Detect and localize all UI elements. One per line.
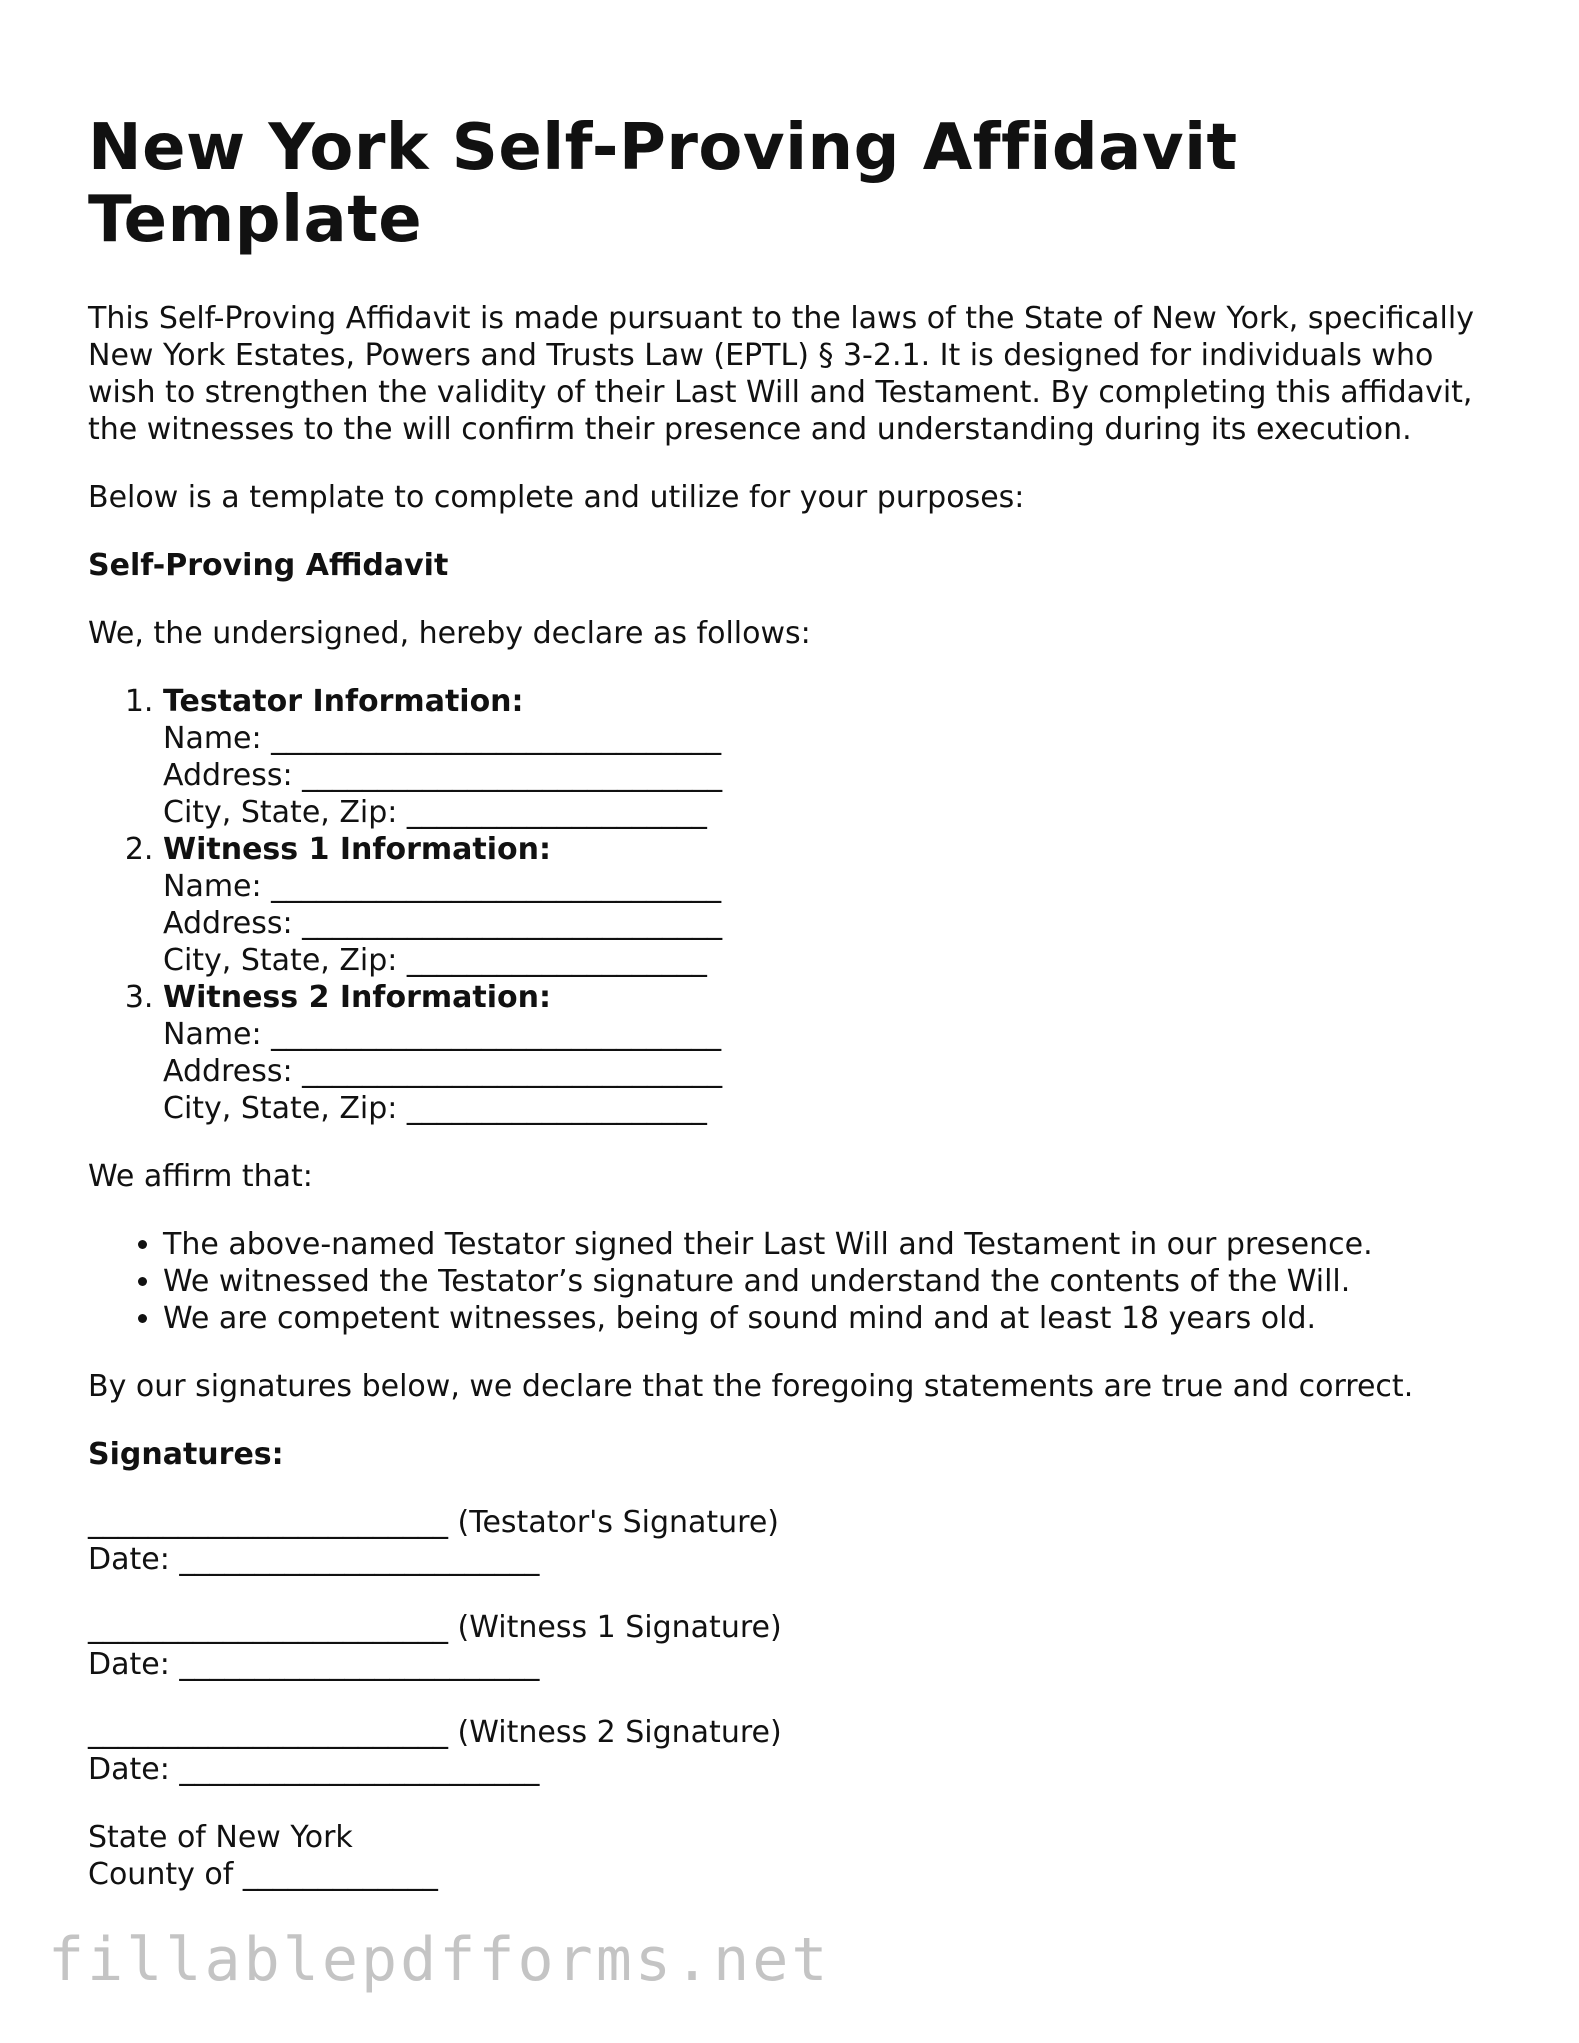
signature-line[interactable]: ________________________ (Testator's Signature) — [88, 1505, 779, 1540]
party-list — [88, 683, 1508, 1127]
city-state-zip-field[interactable]: City, State, Zip: ____________________ — [163, 943, 707, 978]
signature-block-testator — [88, 1504, 1508, 1578]
name-field[interactable]: Name: ______________________________ — [163, 869, 722, 904]
list-item-witness-2 — [163, 979, 1508, 1127]
declaration-text: We, the undersigned, hereby declare as follows: — [88, 616, 811, 651]
template-note: Below is a template to complete and utilize for your purposes: — [88, 480, 1025, 515]
affirmation-list — [88, 1226, 1508, 1337]
watermark: fillablepdfforms.net — [48, 1925, 831, 1995]
list-item: • We witnessed the Testator’s signature and understand the contents of the Will. — [163, 1263, 1508, 1300]
list-item-testator — [163, 683, 1508, 831]
signature-block-witness-1 — [88, 1609, 1508, 1683]
affirm-intro: We affirm that: — [88, 1159, 313, 1194]
county-field[interactable]: County of _____________ — [88, 1857, 438, 1892]
page-title: New York Self-Proving Affidavit Template — [88, 111, 1238, 257]
section-heading: Self-Proving Affidavit — [88, 548, 449, 583]
name-field[interactable]: Name: ______________________________ — [163, 721, 722, 756]
declaration-close: By our signatures below, we declare that the foregoing statements are true and correct. — [88, 1369, 1414, 1404]
list-item-witness-1 — [163, 831, 1508, 979]
city-state-zip-field[interactable]: City, State, Zip: ____________________ — [163, 1091, 707, 1126]
date-field[interactable]: Date: ________________________ — [88, 1752, 540, 1787]
date-field[interactable]: Date: ________________________ — [88, 1647, 540, 1682]
list-item: • The above-named Testator signed their Last Will and Testament in our presence. — [163, 1226, 1508, 1263]
signature-line[interactable]: ________________________ (Witness 2 Signature) — [88, 1715, 782, 1750]
signature-block-witness-2 — [88, 1714, 1508, 1788]
list-item: • We are competent witnesses, being of sound mind and at least 18 years old. — [163, 1300, 1508, 1337]
signatures-heading: Signatures: — [88, 1437, 284, 1472]
city-state-zip-field[interactable]: City, State, Zip: ____________________ — [163, 795, 707, 830]
signature-line[interactable]: ________________________ (Witness 1 Signature) — [88, 1610, 782, 1645]
item-title: Witness 1 Information: — [163, 832, 551, 867]
jurisdiction-block — [88, 1819, 1508, 1893]
intro-paragraph: This Self-Proving Affidavit is made pursuant to the laws of the State of New York, specifically New York Estates, Powers and Trusts Law (EPTL) § 3-2.1. It is designed for individuals who wish to strengthen the validity of their Last Will and Testament. By completing this affidavit, the witnesses to the will confirm their presence and understanding during its execution. — [88, 301, 1474, 447]
address-field[interactable]: Address: ____________________________ — [163, 906, 723, 941]
address-field[interactable]: Address: ____________________________ — [163, 758, 723, 793]
address-field[interactable]: Address: ____________________________ — [163, 1054, 723, 1089]
item-title: Witness 2 Information: — [163, 980, 551, 1015]
state-line: State of New York — [88, 1820, 353, 1855]
name-field[interactable]: Name: ______________________________ — [163, 1017, 722, 1052]
date-field[interactable]: Date: ________________________ — [88, 1542, 540, 1577]
document-page — [88, 112, 1508, 1893]
item-title: Testator Information: — [163, 684, 524, 719]
